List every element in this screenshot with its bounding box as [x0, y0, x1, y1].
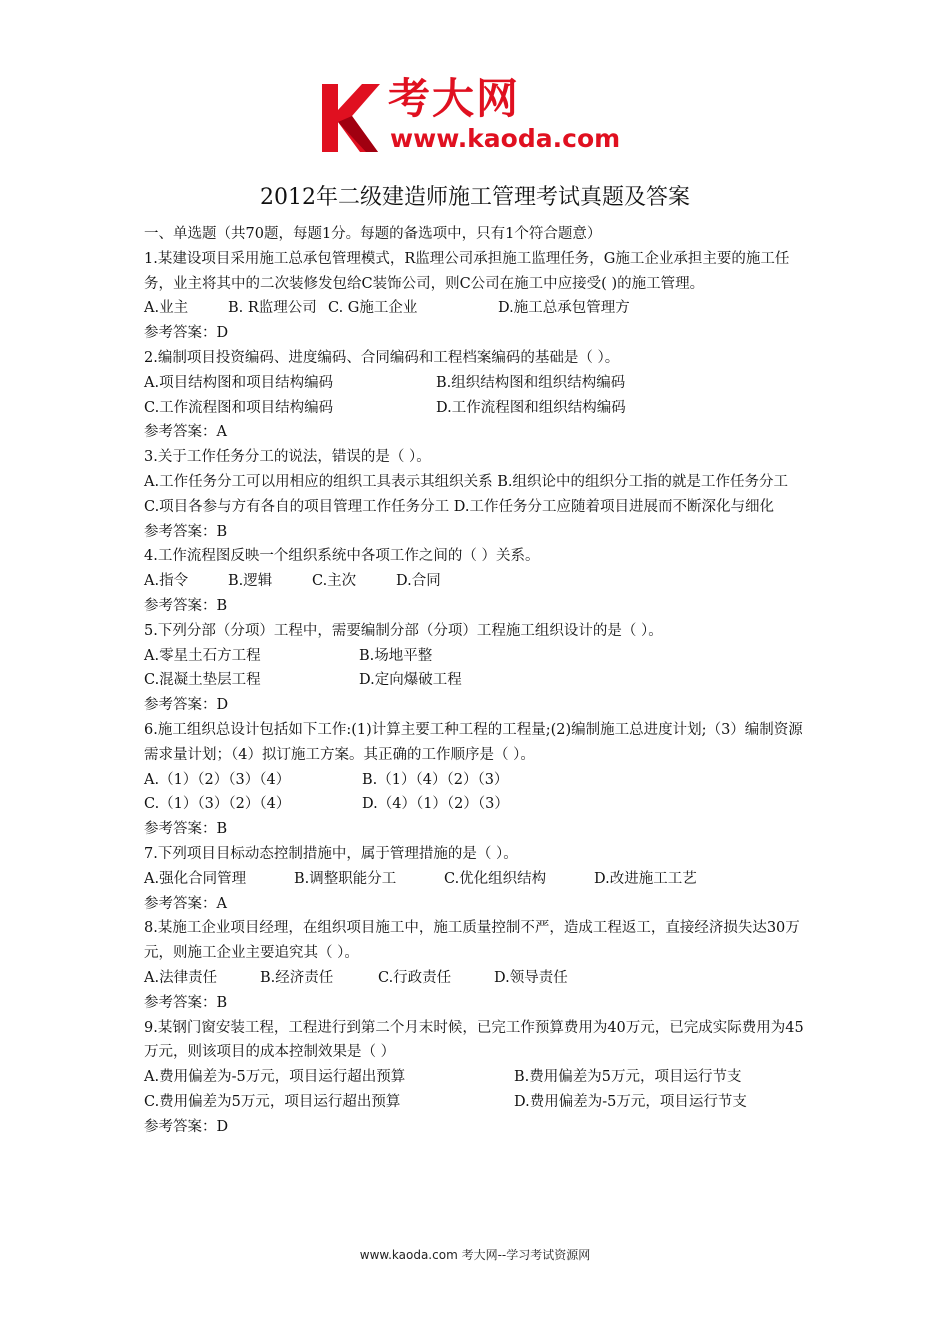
option-choice: C.工作流程图和项目结构编码 [144, 399, 334, 416]
option-choice: B.（1）（4）（2）（3） [362, 771, 509, 788]
question-stem: 3.关于工作任务分工的说法，错误的是（ ）。 [144, 449, 431, 466]
option-row [144, 396, 808, 421]
answer-line: 参考答案：A [144, 424, 227, 441]
option-choice: B. R监理公司 [228, 300, 317, 317]
question-stem: 8.某施工企业项目经理，在组织项目施工中，施工质量控制不严，造成工程返工，直接经济损失达30万元，则施工企业主要追究其（ ）。 [144, 920, 800, 962]
option-choice: A.零星土石方工程 [144, 647, 261, 664]
option-row [144, 1065, 808, 1090]
question-8 [144, 916, 808, 1015]
option-choice: D.费用偏差为-5万元，项目运行节支 [514, 1093, 747, 1110]
option-row [144, 867, 808, 892]
question-3 [144, 445, 808, 544]
option-paragraph: C.项目各参与方有各自的项目管理工作任务分工 D.工作任务分工应随着项目进展而不断深化与细化 [144, 498, 775, 515]
question-5 [144, 619, 808, 718]
question-stem: 2.编制项目投资编码、进度编码、合同编码和工程档案编码的基础是（ ）。 [144, 349, 620, 366]
option-choice: B.场地平整 [359, 647, 433, 664]
option-choice: C.行政责任 [378, 969, 452, 986]
option-choice: D.定向爆破工程 [359, 672, 462, 689]
answer-line: 参考答案：A [144, 895, 227, 912]
option-row [144, 371, 808, 396]
option-choice: B.组织结构图和组织结构编码 [436, 374, 626, 391]
option-choice: C. G施工企业 [328, 300, 418, 317]
option-row [144, 296, 808, 321]
option-choice: C.费用偏差为5万元，项目运行超出预算 [144, 1093, 401, 1110]
page-footer: www.kaoda.com 考大网--学习考试资源网 [359, 1248, 591, 1262]
option-choice: A.费用偏差为-5万元，项目运行超出预算 [144, 1069, 406, 1086]
logo-chinese-name: 考大网 [388, 74, 521, 123]
question-2 [144, 346, 808, 445]
option-choice: A.强化合同管理 [144, 870, 247, 887]
question-6 [144, 718, 808, 842]
kaoda-logo[interactable] [318, 74, 638, 160]
option-row [144, 644, 808, 669]
option-choice: D.（4）（1）（2）（3） [362, 796, 509, 813]
question-stem: 4.工作流程图反映一个组织系统中各项工作之间的（ ）关系。 [144, 548, 540, 565]
option-choice: B.费用偏差为5万元，项目运行节支 [514, 1069, 742, 1086]
option-row [144, 768, 808, 793]
option-choice: B.经济责任 [260, 969, 334, 986]
answer-line: 参考答案：B [144, 523, 228, 540]
option-row [144, 569, 808, 594]
question-list [144, 247, 808, 1140]
option-choice: C.优化组织结构 [444, 870, 547, 887]
option-row [144, 966, 808, 991]
option-choice: A.业主 [144, 300, 189, 317]
question-1 [144, 247, 808, 346]
option-choice: C.主次 [312, 573, 357, 590]
answer-line: 参考答案：D [144, 697, 229, 714]
option-choice: A.法律责任 [144, 969, 218, 986]
option-row [144, 668, 808, 693]
option-choice: D.领导责任 [494, 969, 568, 986]
question-stem: 6.施工组织总设计包括如下工作:(1)计算主要工种工程的工程量;(2)编制施工总进度计划;（3）编制资源需求量计划；（4）拟订施工方案。其正确的工作顺序是（ ）。 [144, 721, 803, 763]
answer-line: 参考答案：D [144, 325, 229, 342]
answer-line: 参考答案：B [144, 994, 228, 1011]
option-choice: C.混凝土垫层工程 [144, 672, 261, 689]
question-4 [144, 544, 808, 618]
logo-url: www.kaoda.com [390, 124, 621, 153]
option-choice: D.合同 [396, 573, 441, 590]
k-letter-logo-icon [318, 80, 382, 154]
option-paragraph: A.工作任务分工可以用相应的组织工具表示其组织关系 B.组织论中的组织分工指的就是工作任务分工 [144, 473, 788, 490]
option-row [144, 1090, 808, 1115]
option-choice: A.（1）（2）（3）（4） [144, 771, 291, 788]
answer-line: 参考答案：D [144, 1118, 229, 1135]
option-choice: B.逻辑 [228, 573, 273, 590]
section-heading: 一、单选题（共70题，每题1分。每题的备选项中，只有1个符合题意） [144, 226, 602, 242]
option-choice: C.（1）（3）（2）（4） [144, 796, 291, 813]
option-row [144, 792, 808, 817]
document-title: 2012年二级建造师施工管理考试真题及答案 [260, 185, 690, 210]
question-9 [144, 1016, 808, 1140]
question-stem: 7.下列项目目标动态控制措施中，属于管理措施的是（ ）。 [144, 845, 518, 862]
option-choice: A.项目结构图和项目结构编码 [144, 374, 334, 391]
option-choice: A.指令 [144, 573, 189, 590]
question-stem: 1.某建设项目采用施工总承包管理模式，R监理公司承担施工监理任务，G施工企业承担主要的施工任务，业主将其中的二次装修发包给C装饰公司，则C公司在施工中应接受( )的施工管理。 [144, 250, 790, 292]
option-choice: D.改进施工工艺 [594, 870, 697, 887]
option-choice: D.工作流程图和组织结构编码 [436, 399, 626, 416]
option-choice: D.施工总承包管理方 [498, 300, 630, 317]
option-choice: B.调整职能分工 [294, 870, 397, 887]
question-stem: 9.某钢门窗安装工程，工程进行到第二个月末时候，已完工作预算费用为40万元，已完成实际费用为45万元，则该项目的成本控制效果是（ ） [144, 1019, 804, 1061]
answer-line: 参考答案：B [144, 597, 228, 614]
question-stem: 5.下列分部（分项）工程中，需要编制分部（分项）工程施工组织设计的是（ ）。 [144, 622, 663, 639]
exam-content [144, 222, 808, 1139]
answer-line: 参考答案：B [144, 821, 228, 838]
question-7 [144, 842, 808, 916]
